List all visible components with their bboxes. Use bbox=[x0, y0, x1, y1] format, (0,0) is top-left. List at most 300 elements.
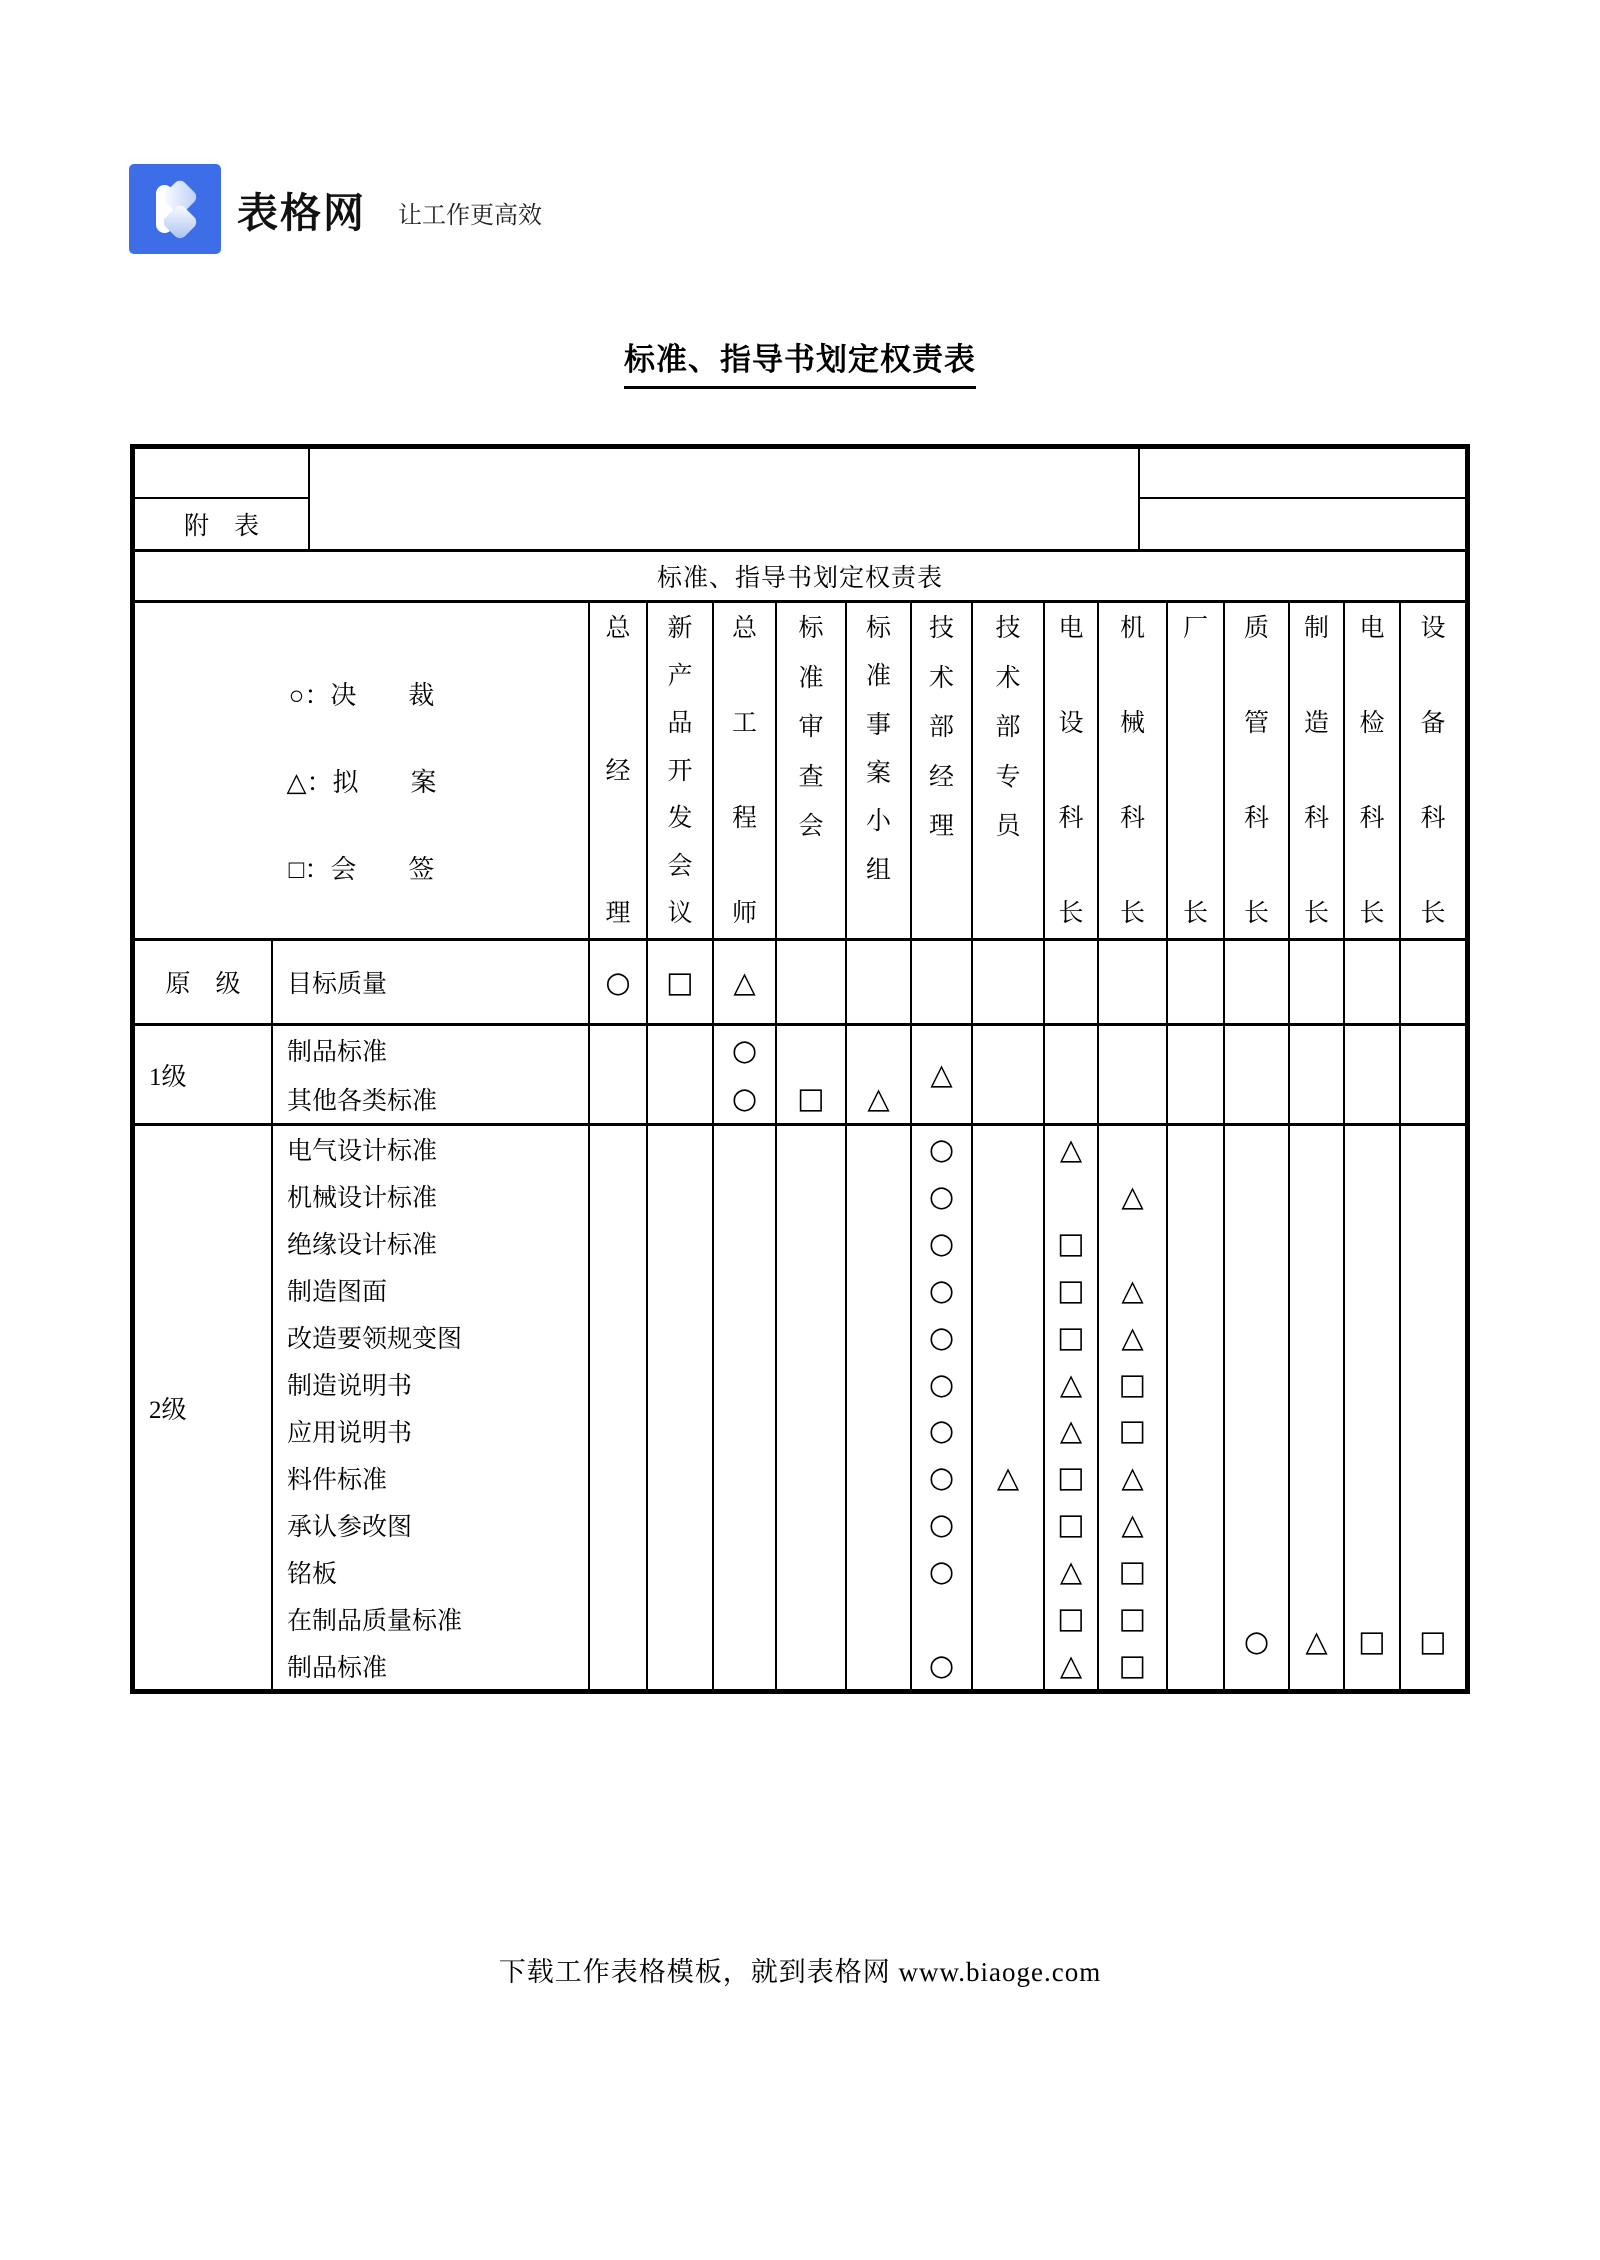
header-char: 设 bbox=[1058, 710, 1084, 737]
grid-slot bbox=[1099, 1548, 1166, 1595]
grid-slot bbox=[648, 1501, 712, 1548]
authority-symbol: □ bbox=[1057, 1507, 1085, 1542]
grid-slot bbox=[1099, 1501, 1166, 1548]
grid-slot bbox=[1401, 1548, 1465, 1595]
header-char: 术 bbox=[928, 664, 954, 692]
grid-slot bbox=[648, 1454, 712, 1501]
grid-slot bbox=[1168, 1126, 1223, 1173]
page-title-wrap bbox=[0, 334, 1600, 389]
cell bbox=[847, 1126, 912, 1689]
cell bbox=[912, 941, 973, 1026]
grid-slot bbox=[1401, 1220, 1465, 1267]
header-char: 科 bbox=[1243, 805, 1269, 832]
grid-slot bbox=[1225, 1220, 1288, 1267]
grid-slot bbox=[777, 1026, 845, 1075]
grid-slot bbox=[973, 1361, 1043, 1408]
authority-symbol: △ bbox=[1059, 1131, 1083, 1166]
header-char: 员 bbox=[995, 813, 1021, 841]
authority-symbol: □ bbox=[1358, 1624, 1386, 1659]
grid-slot bbox=[714, 1642, 775, 1689]
grid-slot bbox=[973, 1501, 1043, 1548]
cell bbox=[590, 1126, 648, 1689]
grid-slot bbox=[1345, 1624, 1399, 1689]
authority-symbol: △ bbox=[1059, 1366, 1083, 1401]
grid-slot bbox=[648, 1026, 712, 1075]
authority-symbol: ○ bbox=[928, 1413, 955, 1448]
grid-slot bbox=[273, 1454, 588, 1501]
grid-slot bbox=[777, 1220, 845, 1267]
top-block-right-cell-2 bbox=[1140, 499, 1465, 549]
authority-symbol: △ bbox=[1121, 1178, 1144, 1213]
grid-slot bbox=[912, 1361, 971, 1408]
grid-slot bbox=[1290, 1501, 1343, 1548]
col-header-general-manager bbox=[590, 603, 648, 941]
col-header-new-product-meeting bbox=[648, 603, 714, 941]
header-char: 总 bbox=[731, 615, 757, 642]
level-1-items bbox=[273, 1026, 590, 1126]
grid-slot bbox=[1290, 1624, 1343, 1689]
cell bbox=[1168, 1126, 1225, 1689]
authority-symbol: ○ bbox=[928, 1366, 955, 1401]
grid-slot bbox=[648, 1075, 712, 1124]
grid-slot bbox=[847, 1173, 910, 1220]
cell bbox=[1401, 1126, 1465, 1689]
grid-slot bbox=[912, 1408, 971, 1455]
header-char: 械 bbox=[1119, 710, 1145, 737]
cell: △ bbox=[714, 941, 777, 1026]
grid-slot bbox=[912, 1454, 971, 1501]
grid-slot bbox=[1401, 1361, 1465, 1408]
cell bbox=[1290, 1026, 1345, 1126]
authority-symbol: ○ bbox=[1243, 1624, 1270, 1659]
grid-slot bbox=[912, 1548, 971, 1595]
legend-draft: △：拟 案 bbox=[286, 768, 437, 797]
authority-symbol: □ bbox=[1419, 1624, 1447, 1659]
grid-slot bbox=[1099, 1361, 1166, 1408]
cell: ○ bbox=[590, 941, 648, 1026]
grid-slot bbox=[1290, 1173, 1343, 1220]
item-label: 绝缘设计标准 bbox=[287, 1232, 438, 1260]
item-label: 其他各类标准 bbox=[287, 1087, 438, 1115]
cell bbox=[1225, 1026, 1290, 1126]
authority-symbol: △ bbox=[1305, 1624, 1328, 1659]
grid-slot bbox=[590, 1173, 646, 1220]
authority-symbol: △ bbox=[1059, 1648, 1083, 1683]
row-label-level-1: 1级 bbox=[135, 1026, 273, 1126]
authority-symbol: △ bbox=[1121, 1319, 1144, 1354]
grid-slot bbox=[1225, 1548, 1288, 1595]
grid-slot bbox=[1290, 1220, 1343, 1267]
grid-slot bbox=[1290, 1075, 1343, 1124]
header-char: 科 bbox=[1420, 805, 1446, 832]
cell bbox=[912, 1126, 973, 1689]
grid-slot bbox=[777, 1267, 845, 1314]
cell bbox=[1401, 1026, 1465, 1126]
grid-slot bbox=[1290, 1314, 1343, 1361]
grid-slot bbox=[1168, 1314, 1223, 1361]
logo-text: 表格网 bbox=[237, 189, 366, 236]
cell bbox=[1099, 1126, 1168, 1689]
header-char: 设 bbox=[1420, 615, 1446, 642]
header-char: 标 bbox=[798, 615, 824, 642]
grid-slot bbox=[273, 1026, 588, 1075]
authority-symbol: □ bbox=[1118, 1413, 1147, 1448]
col-header-manufacturing-chief bbox=[1290, 603, 1345, 941]
grid-slot bbox=[847, 1314, 910, 1361]
top-block-empty-cell-1 bbox=[135, 449, 310, 499]
grid-slot bbox=[1345, 1454, 1399, 1501]
grid-slot bbox=[1099, 1075, 1166, 1124]
grid-slot bbox=[648, 1314, 712, 1361]
authority-symbol: △ bbox=[1059, 1554, 1083, 1589]
grid-slot bbox=[777, 1314, 845, 1361]
header-char: 技 bbox=[928, 615, 954, 642]
legend-decide: ○：决 裁 bbox=[288, 681, 435, 710]
authority-symbol: □ bbox=[1118, 1648, 1147, 1683]
grid-slot bbox=[1401, 1026, 1465, 1075]
header-char: 科 bbox=[1058, 805, 1084, 832]
col-header-standard-case-team bbox=[847, 603, 912, 941]
grid-slot bbox=[1168, 1361, 1223, 1408]
item-label: 机械设计标准 bbox=[287, 1185, 438, 1213]
grid-slot bbox=[1345, 1314, 1399, 1361]
grid-slot bbox=[777, 1642, 845, 1689]
grid-slot bbox=[714, 1501, 775, 1548]
grid-slot bbox=[973, 1548, 1043, 1595]
header-char: 科 bbox=[1119, 805, 1145, 832]
top-block-right-cell-1 bbox=[1140, 449, 1465, 499]
grid-slot bbox=[1345, 1408, 1399, 1455]
grid-slot bbox=[1345, 1361, 1399, 1408]
col-header-tech-dept-manager bbox=[912, 603, 973, 941]
col-header-machinery-chief bbox=[1099, 603, 1168, 941]
cell bbox=[777, 941, 847, 1026]
legend-countersign: □：会 签 bbox=[288, 855, 435, 884]
grid-slot bbox=[973, 1642, 1043, 1689]
grid-slot bbox=[973, 1173, 1043, 1220]
grid-slot bbox=[1099, 1642, 1166, 1689]
grid-slot bbox=[1045, 1595, 1097, 1642]
grid-slot bbox=[1045, 1548, 1097, 1595]
header-char: 审 bbox=[798, 714, 824, 742]
grid-slot bbox=[847, 1026, 910, 1075]
grid-slot bbox=[1225, 1408, 1288, 1455]
grid-slot bbox=[648, 1126, 712, 1173]
col-header-quality-chief bbox=[1225, 603, 1290, 941]
grid-slot bbox=[847, 1501, 910, 1548]
grid-slot bbox=[1099, 1173, 1166, 1220]
header-char: 术 bbox=[995, 664, 1021, 692]
grid-slot bbox=[777, 1548, 845, 1595]
grid-slot bbox=[1290, 1267, 1343, 1314]
grid-slot bbox=[590, 1408, 646, 1455]
grid-slot bbox=[273, 1548, 588, 1595]
grid-slot bbox=[590, 1075, 646, 1124]
col-header-electrical-design-chief bbox=[1045, 603, 1099, 941]
grid-slot bbox=[714, 1075, 775, 1124]
header-char: 工 bbox=[731, 710, 757, 737]
header-char: 长 bbox=[1119, 900, 1145, 927]
cell bbox=[973, 941, 1045, 1026]
authority-symbol: △ bbox=[1121, 1507, 1144, 1542]
cell bbox=[777, 1126, 847, 1689]
header-char: 长 bbox=[1182, 900, 1208, 927]
grid-slot bbox=[973, 1595, 1043, 1642]
header-char: 理 bbox=[605, 900, 631, 927]
grid-slot bbox=[714, 1267, 775, 1314]
grid-slot bbox=[1225, 1173, 1288, 1220]
grid-slot bbox=[1045, 1314, 1097, 1361]
cell bbox=[1345, 1026, 1401, 1126]
grid-slot bbox=[973, 1220, 1043, 1267]
header-char: 程 bbox=[731, 805, 757, 832]
logo-tagline: 让工作更高效 bbox=[398, 202, 542, 229]
grid-slot bbox=[1290, 1408, 1343, 1455]
header-char: 小 bbox=[865, 808, 891, 836]
item-label: 制造说明书 bbox=[287, 1373, 413, 1401]
grid-slot bbox=[1345, 1075, 1399, 1124]
main-grid bbox=[135, 603, 1465, 1689]
grid-slot bbox=[1345, 1173, 1399, 1220]
grid-slot bbox=[648, 1361, 712, 1408]
cell bbox=[648, 1126, 714, 1689]
grid-slot bbox=[847, 1075, 910, 1124]
grid-slot bbox=[847, 1548, 910, 1595]
page-title: 标准、指导书划定权责表 bbox=[624, 334, 976, 389]
authority-symbol: □ bbox=[797, 1081, 825, 1116]
legend-cell bbox=[135, 603, 590, 941]
grid-slot bbox=[777, 1408, 845, 1455]
grid-slot bbox=[973, 1075, 1043, 1124]
header-char: 科 bbox=[1303, 805, 1329, 832]
cell bbox=[1290, 1126, 1345, 1689]
grid-slot bbox=[714, 1173, 775, 1220]
grid-slot bbox=[714, 1361, 775, 1408]
attachment-label: 附 表 bbox=[135, 499, 310, 549]
header-char: 会 bbox=[667, 852, 693, 880]
header-char: 长 bbox=[1058, 900, 1084, 927]
cell bbox=[847, 1026, 912, 1126]
biaoge-logo-icon bbox=[129, 164, 221, 254]
authority-symbol: ○ bbox=[928, 1460, 955, 1495]
header-char: 议 bbox=[667, 900, 693, 927]
grid-slot bbox=[1045, 1026, 1097, 1075]
grid-slot bbox=[1099, 1454, 1166, 1501]
grid-slot bbox=[273, 1595, 588, 1642]
grid-slot bbox=[1045, 1075, 1097, 1124]
cell bbox=[714, 1126, 777, 1689]
item-label: 制品标准 bbox=[287, 1654, 388, 1682]
footer-text: 下载工作表格模板，就到表格网 www.biaoge.com bbox=[498, 1957, 1102, 1987]
item-label: 电气设计标准 bbox=[287, 1138, 438, 1166]
grid-slot bbox=[1401, 1267, 1465, 1314]
authority-symbol: □ bbox=[1118, 1554, 1147, 1589]
cell bbox=[1345, 941, 1401, 1026]
grid-slot bbox=[847, 1642, 910, 1689]
grid-slot bbox=[590, 1501, 646, 1548]
grid-slot bbox=[1045, 1173, 1097, 1220]
grid-slot bbox=[273, 1075, 588, 1124]
col-header-electrical-inspection-chief bbox=[1345, 603, 1401, 941]
authority-symbol: △ bbox=[867, 1081, 890, 1116]
item-label: 应用说明书 bbox=[287, 1419, 413, 1447]
table-title: 标准、指导书划定权责表 bbox=[135, 552, 1465, 603]
cell bbox=[1045, 1126, 1099, 1689]
grid-slot bbox=[1168, 1501, 1223, 1548]
grid-slot bbox=[714, 1220, 775, 1267]
grid-slot bbox=[1290, 1454, 1343, 1501]
grid-slot bbox=[1168, 1173, 1223, 1220]
cell bbox=[1225, 1126, 1290, 1689]
grid-slot bbox=[1225, 1075, 1288, 1124]
authority-symbol: □ bbox=[1057, 1601, 1085, 1636]
cell bbox=[1401, 941, 1465, 1026]
item-target-quality: 目标质量 bbox=[273, 941, 590, 1026]
header-char: 长 bbox=[1359, 900, 1385, 927]
item-label: 改造要领规变图 bbox=[287, 1326, 463, 1354]
grid-slot bbox=[1099, 1408, 1166, 1455]
grid-slot bbox=[590, 1361, 646, 1408]
grid-slot bbox=[912, 1595, 971, 1642]
header-char: 电 bbox=[1359, 615, 1385, 642]
grid-slot bbox=[273, 1173, 588, 1220]
col-header-factory-director bbox=[1168, 603, 1225, 941]
grid-slot bbox=[273, 1361, 588, 1408]
grid-slot bbox=[273, 1408, 588, 1455]
grid-slot bbox=[1225, 1501, 1288, 1548]
header-char: 长 bbox=[1243, 900, 1269, 927]
header-char: 经 bbox=[928, 763, 954, 791]
grid-slot bbox=[1045, 1454, 1097, 1501]
header-char: 管 bbox=[1243, 710, 1269, 737]
grid-slot bbox=[648, 1548, 712, 1595]
grid-slot bbox=[1099, 1314, 1166, 1361]
grid-slot bbox=[1045, 1361, 1097, 1408]
header-char: 案 bbox=[865, 759, 891, 787]
grid-slot bbox=[590, 1220, 646, 1267]
cell bbox=[1168, 941, 1225, 1026]
authority-symbol: ○ bbox=[928, 1319, 955, 1354]
header-char: 专 bbox=[995, 763, 1021, 791]
header-char: 会 bbox=[798, 813, 824, 841]
grid-slot bbox=[1168, 1026, 1223, 1075]
grid-slot bbox=[912, 1314, 971, 1361]
header-char: 组 bbox=[865, 856, 891, 884]
grid-slot bbox=[847, 1220, 910, 1267]
header-char: 标 bbox=[865, 615, 891, 642]
authority-table bbox=[130, 444, 1470, 1694]
grid-slot bbox=[648, 1173, 712, 1220]
header-char: 品 bbox=[667, 710, 693, 737]
authority-symbol: ○ bbox=[928, 1507, 955, 1542]
grid-slot bbox=[273, 1267, 588, 1314]
grid-slot bbox=[777, 1075, 845, 1124]
grid-slot bbox=[590, 1548, 646, 1595]
header-char: 科 bbox=[1359, 805, 1385, 832]
cell bbox=[1168, 1026, 1225, 1126]
cell bbox=[973, 1126, 1045, 1689]
grid-slot bbox=[912, 1057, 971, 1124]
col-header-standard-review-meeting bbox=[777, 603, 847, 941]
grid-slot bbox=[973, 1408, 1043, 1455]
col-header-chief-engineer bbox=[714, 603, 777, 941]
authority-symbol: ○ bbox=[731, 1032, 758, 1067]
grid-slot bbox=[590, 1642, 646, 1689]
top-block-middle-cell bbox=[310, 449, 1140, 549]
grid-slot bbox=[777, 1595, 845, 1642]
grid-slot bbox=[777, 1501, 845, 1548]
grid-slot bbox=[1099, 1267, 1166, 1314]
grid-slot bbox=[714, 1454, 775, 1501]
authority-symbol: ○ bbox=[731, 1081, 758, 1116]
cell bbox=[973, 1026, 1045, 1126]
grid-slot bbox=[648, 1642, 712, 1689]
cell bbox=[1045, 1026, 1099, 1126]
grid-slot bbox=[1290, 1126, 1343, 1173]
cell bbox=[1290, 941, 1345, 1026]
grid-slot bbox=[1345, 1267, 1399, 1314]
grid-slot bbox=[777, 1173, 845, 1220]
grid-slot bbox=[1225, 1624, 1288, 1689]
authority-symbol: □ bbox=[1118, 1601, 1147, 1636]
authority-symbol: ○ bbox=[928, 1272, 955, 1307]
grid-slot bbox=[847, 1408, 910, 1455]
grid-slot bbox=[714, 1408, 775, 1455]
header-char: 总 bbox=[605, 615, 631, 642]
grid-slot bbox=[1045, 1408, 1097, 1455]
grid-slot bbox=[973, 1454, 1043, 1501]
grid-slot bbox=[714, 1026, 775, 1075]
header-char: 电 bbox=[1058, 615, 1084, 642]
cell bbox=[1345, 1126, 1401, 1689]
cell bbox=[912, 1026, 973, 1126]
grid-slot bbox=[1401, 1454, 1465, 1501]
grid-slot bbox=[590, 1026, 646, 1075]
grid-slot bbox=[777, 1361, 845, 1408]
grid-slot bbox=[273, 1126, 588, 1173]
header-char: 开 bbox=[667, 757, 693, 785]
grid-slot bbox=[1045, 1642, 1097, 1689]
grid-slot bbox=[1099, 1595, 1166, 1642]
grid-slot bbox=[973, 1026, 1043, 1075]
authority-symbol: ○ bbox=[928, 1554, 955, 1589]
header-char: 发 bbox=[667, 805, 693, 832]
authority-symbol: □ bbox=[1118, 1366, 1147, 1401]
grid-slot bbox=[1045, 1126, 1097, 1173]
grid-slot bbox=[1401, 1408, 1465, 1455]
authority-symbol: □ bbox=[1057, 1319, 1085, 1354]
authority-symbol: △ bbox=[1059, 1413, 1083, 1448]
authority-symbol: ○ bbox=[928, 1131, 955, 1166]
grid-slot bbox=[1345, 1548, 1399, 1595]
cell bbox=[847, 941, 912, 1026]
grid-slot bbox=[1225, 1267, 1288, 1314]
grid-slot bbox=[777, 1454, 845, 1501]
col-header-equipment-chief bbox=[1401, 603, 1465, 941]
grid-slot bbox=[847, 1267, 910, 1314]
authority-symbol: △ bbox=[1121, 1460, 1144, 1495]
grid-slot bbox=[912, 1267, 971, 1314]
header-char: 厂 bbox=[1182, 615, 1208, 642]
grid-slot bbox=[1168, 1075, 1223, 1124]
authority-symbol: △ bbox=[1121, 1272, 1144, 1307]
grid-slot bbox=[1099, 1220, 1166, 1267]
row-label-original-level: 原 级 bbox=[135, 941, 273, 1026]
header-char: 经 bbox=[605, 757, 631, 785]
header-char: 长 bbox=[1420, 900, 1446, 927]
grid-slot bbox=[1345, 1501, 1399, 1548]
authority-symbol: △ bbox=[930, 1057, 953, 1092]
